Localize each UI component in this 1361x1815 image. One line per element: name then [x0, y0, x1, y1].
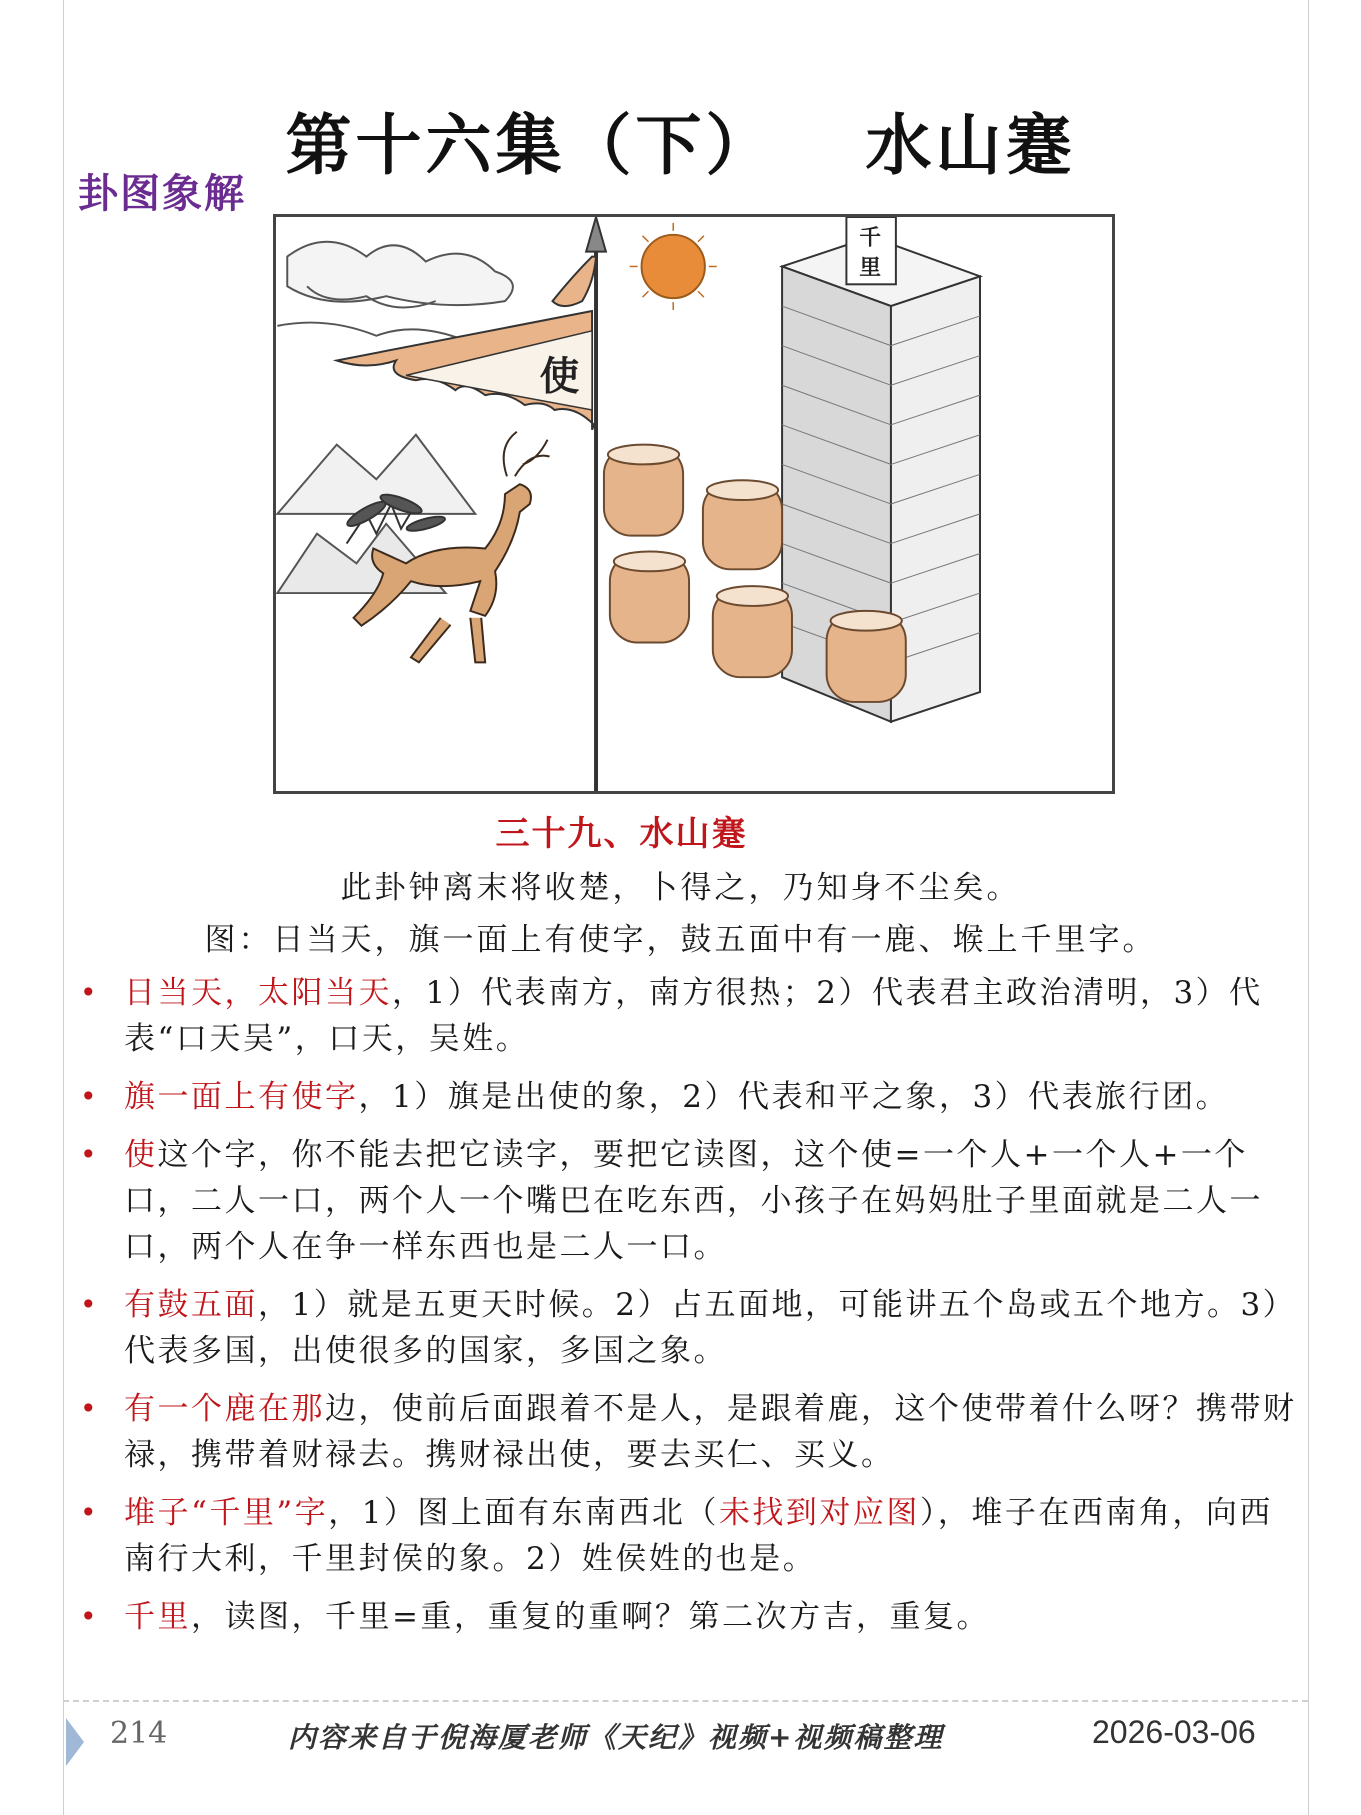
drum-2 [703, 480, 782, 569]
bullet-dot: • [80, 1080, 100, 1113]
spear-tip [586, 217, 606, 252]
item-keyword: 日当天，太阳当天 [124, 975, 392, 1011]
flag-tassel [552, 257, 596, 306]
flag-character: 使 [539, 354, 580, 401]
bullet-dot: • [80, 1288, 100, 1321]
item-text: ，1）就是五更天时候。2）占五面地，可能讲五个岛或五个地方。3）代表多国，出使很多的国家，多国之象。 [124, 1287, 1297, 1369]
drum-5 [827, 611, 906, 702]
drum-4 [713, 586, 792, 677]
title-hexagram: 水山蹇 [865, 106, 1076, 184]
bullet-dot: • [80, 1600, 100, 1633]
drum-1 [604, 445, 683, 536]
page-date: 2026-03-06 [1092, 1714, 1256, 1750]
item-text: ，读图，千里=重，重复的重啊？第二次方吉，重复。 [191, 1599, 990, 1635]
item-keyword: 堆子“千里”字 [124, 1495, 329, 1531]
list-item [78, 970, 1298, 1062]
item-text: 这个字，你不能去把它读字，要把它读图，这个使=一个人+一个人+一个口，二人一口，两个人一个嘴巴在吃东西，小孩子在妈妈肚子里面就是二人一口，两个人在争一样东西也是二人一口。 [124, 1137, 1263, 1265]
item-text: ，1）旗是出使的象，2）代表和平之象，3）代表旅行团。 [358, 1079, 1230, 1115]
explanation-list [78, 970, 1298, 1652]
drum-3 [610, 552, 689, 643]
hexagram-subtitle: 三十九、水山蹇 [495, 814, 748, 854]
item-text: 边，使前后面跟着不是人，是跟着鹿，这个使带着什么呀？携带财禄，携带着财禄去。携财禄出使，要去买仁、买义。 [124, 1391, 1297, 1473]
page-right-rule [1308, 0, 1309, 1815]
intro-line-2: 图：日当天，旗一面上有使字，鼓五面中有一鹿、堠上千里字。 [204, 922, 1157, 958]
tower-label-board [846, 217, 895, 284]
bullet-dot: • [80, 1138, 100, 1171]
item-keyword: 旗一面上有使字 [124, 1079, 359, 1115]
item-text: ），堆子在西南角，向西南行大利，千里封侯的象。2）姓侯姓的也是。 [124, 1495, 1273, 1577]
hexagram-illustration [273, 214, 1115, 794]
list-item [78, 1132, 1298, 1270]
item-keyword: 有鼓五面 [124, 1287, 258, 1323]
section-label: 卦图象解 [78, 170, 246, 217]
list-item [78, 1490, 1298, 1582]
item-note: 未找到对应图 [718, 1495, 920, 1531]
list-item [78, 1074, 1298, 1120]
bullet-dot: • [80, 1496, 100, 1529]
sun [630, 223, 717, 310]
list-item [78, 1282, 1298, 1374]
item-keyword: 使 [124, 1137, 158, 1173]
intro-line-1: 此卦钟离末将收楚，卜得之，乃知身不尘矣。 [340, 870, 1021, 906]
footer-divider [63, 1700, 1308, 1702]
title-episode: 第十六集（下） [285, 106, 776, 184]
item-keyword: 千里 [124, 1599, 191, 1635]
source-note: 内容来自于倪海厦老师《天纪》视频+视频稿整理 [288, 1721, 944, 1754]
page-arrow-icon [66, 1718, 84, 1766]
list-item [78, 1386, 1298, 1478]
page-number: 214 [110, 1716, 168, 1751]
svg-text:千: 千 [859, 225, 882, 251]
svg-text:里: 里 [859, 255, 882, 281]
item-keyword: 有一个鹿在那 [124, 1391, 325, 1427]
page-left-rule [63, 0, 64, 1815]
list-item [78, 1594, 1298, 1640]
bullet-dot: • [80, 1392, 100, 1425]
bullet-dot: • [80, 976, 100, 1009]
item-text-a: ，1）图上面有东南西北（ [328, 1495, 719, 1531]
item-text: ，1）代表南方，南方很热；2）代表君主政治清明，3）代表“口天吴”，口天，吴姓。 [124, 975, 1263, 1057]
clouds [277, 242, 513, 341]
